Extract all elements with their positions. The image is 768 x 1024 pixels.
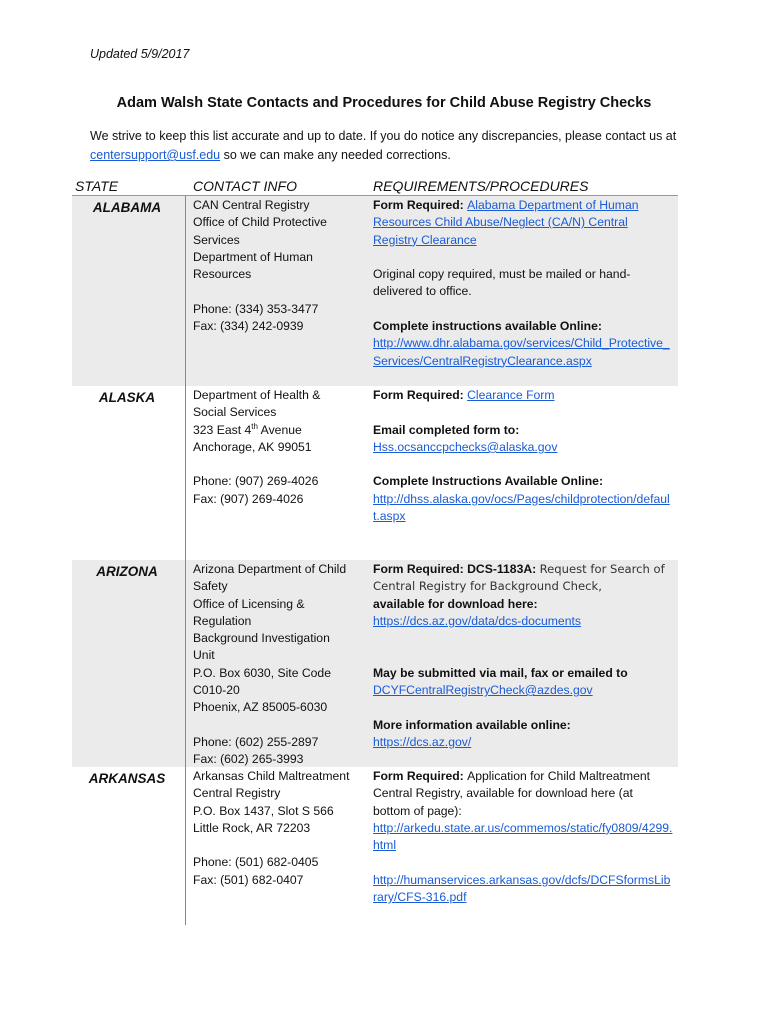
contact-line: Unit [193,648,215,663]
state-name: ARKANSAS [88,771,166,786]
header-state: STATE [75,178,119,194]
submission-note: Original copy required, must be mailed or hand-delivered to office. [373,267,631,299]
contact-info [193,768,363,889]
submit-label: May be submitted via mail, fax or emailed to [373,665,628,680]
requirements [373,387,673,525]
more-info-label: More information available online: [373,717,571,732]
contact-line: Resources [193,267,252,282]
row-arkansas [72,767,678,925]
requirements [373,197,673,370]
contact-info [193,387,363,508]
fax: Fax: (907) 269-4026 [193,491,304,506]
address-line: 323 East 4th Avenue [193,421,302,437]
state-name: ALABAMA [92,200,162,215]
contact-line: C010-20 [193,683,240,698]
contact-line: Department of Human [193,249,313,264]
contact-line: CAN Central Registry [193,198,310,212]
contact-line: P.O. Box 6030, Site Code [193,665,331,680]
contact-line: Safety [193,579,228,594]
intro-text-end: so we can make any needed corrections. [220,148,451,162]
contact-line: Phoenix, AZ 85005-6030 [193,700,328,715]
form-label: Form Required: [373,769,468,783]
header-contact: CONTACT INFO [193,178,297,194]
instructions-link[interactable]: http://www.dhr.alabama.gov/services/Child_Protective_Services/CentralRegistryClearance.aspx [373,336,670,368]
phone: Phone: (334) 353-3477 [193,301,319,316]
contact-line: P.O. Box 1437, Slot S 566 [193,803,334,818]
fax: Fax: (501) 682-0407 [193,872,304,887]
instructions-label: Complete instructions available Online: [373,319,602,334]
instructions-link[interactable]: http://dhss.alaska.gov/ocs/Pages/childprotection/default.aspx [373,491,670,524]
form-label: Form Required: [373,198,468,212]
email-label: Email completed form to: [373,422,520,437]
city-line: Anchorage, AK 99051 [193,439,312,454]
form-label: Form Required: DCS-1183A: [373,562,540,576]
more-info-link[interactable]: https://dcs.az.gov/ [373,734,472,749]
column-divider [185,195,186,925]
submit-email-link[interactable]: DCYFCentralRegistryCheck@azdes.gov [373,683,593,698]
contact-line: Arkansas Child Maltreatment [193,769,350,783]
state-name: ALASKA [98,390,156,405]
form-label: Form Required: [373,388,468,402]
intro-paragraph [90,127,690,165]
form-description: Request for Search of Central Registry for Background Check, [373,562,665,594]
fax: Fax: (334) 242-0939 [193,319,304,334]
contact-line: Little Rock, AR 72203 [193,820,311,835]
page-title: Adam Walsh State Contacts and Procedures for Child Abuse Registry Checks [116,95,652,111]
form-link[interactable]: Alabama Department of Human Resources Child Abuse/Neglect (CA/N) Central Registry Clearance [373,198,639,247]
contact-line: Office of Licensing & [193,596,305,611]
instructions-label: Complete Instructions Available Online: [373,474,604,489]
phone: Phone: (501) 682-0405 [193,855,319,870]
contact-info [193,561,363,769]
download-link[interactable]: http://arkedu.state.ar.us/commemos/static/fy0809/4299.html [373,820,673,853]
contact-line: Regulation [193,613,252,628]
requirements [373,768,673,906]
intro-text: We strive to keep this list accurate and up to date. If you do notice any discrepancies, please contact us at [90,129,677,143]
updated-date: Updated 5/9/2017 [90,47,190,61]
forms-library-link[interactable]: http://humanservices.arkansas.gov/dcfs/DCFSformsLibrary/CFS-316.pdf [373,872,671,905]
phone: Phone: (907) 269-4026 [193,474,319,489]
email-link[interactable]: Hss.ocsanccpchecks@alaska.gov [373,439,558,454]
phone: Phone: (602) 255-2897 [193,734,319,749]
contact-line: Central Registry [193,786,281,801]
contact-line: Social Services [193,405,277,420]
contact-line: Department of Health & [193,388,321,402]
contact-line: Office of Child Protective [193,215,327,230]
requirements [373,561,673,751]
contact-line: Services [193,232,240,247]
download-link[interactable]: https://dcs.az.gov/data/dcs-documents [373,613,581,628]
fax: Fax: (602) 265-3993 [193,752,304,767]
contact-email-link[interactable]: centersupport@usf.edu [90,148,221,162]
download-label: available for download here: [373,596,538,611]
contact-line: Background Investigation [193,631,330,646]
row-alaska [72,386,678,560]
header-requirements: REQUIREMENTS/PROCEDURES [373,178,589,194]
row-alabama [72,196,678,386]
state-name: ARIZONA [96,564,158,579]
form-description: Application for Child Maltreatment Central Registry, available for download here (at bottom of page): [373,769,651,818]
form-link[interactable]: Clearance Form [467,388,555,402]
contact-line: Arizona Department of Child [193,562,347,576]
contact-info [193,197,363,335]
row-arizona [72,560,678,767]
